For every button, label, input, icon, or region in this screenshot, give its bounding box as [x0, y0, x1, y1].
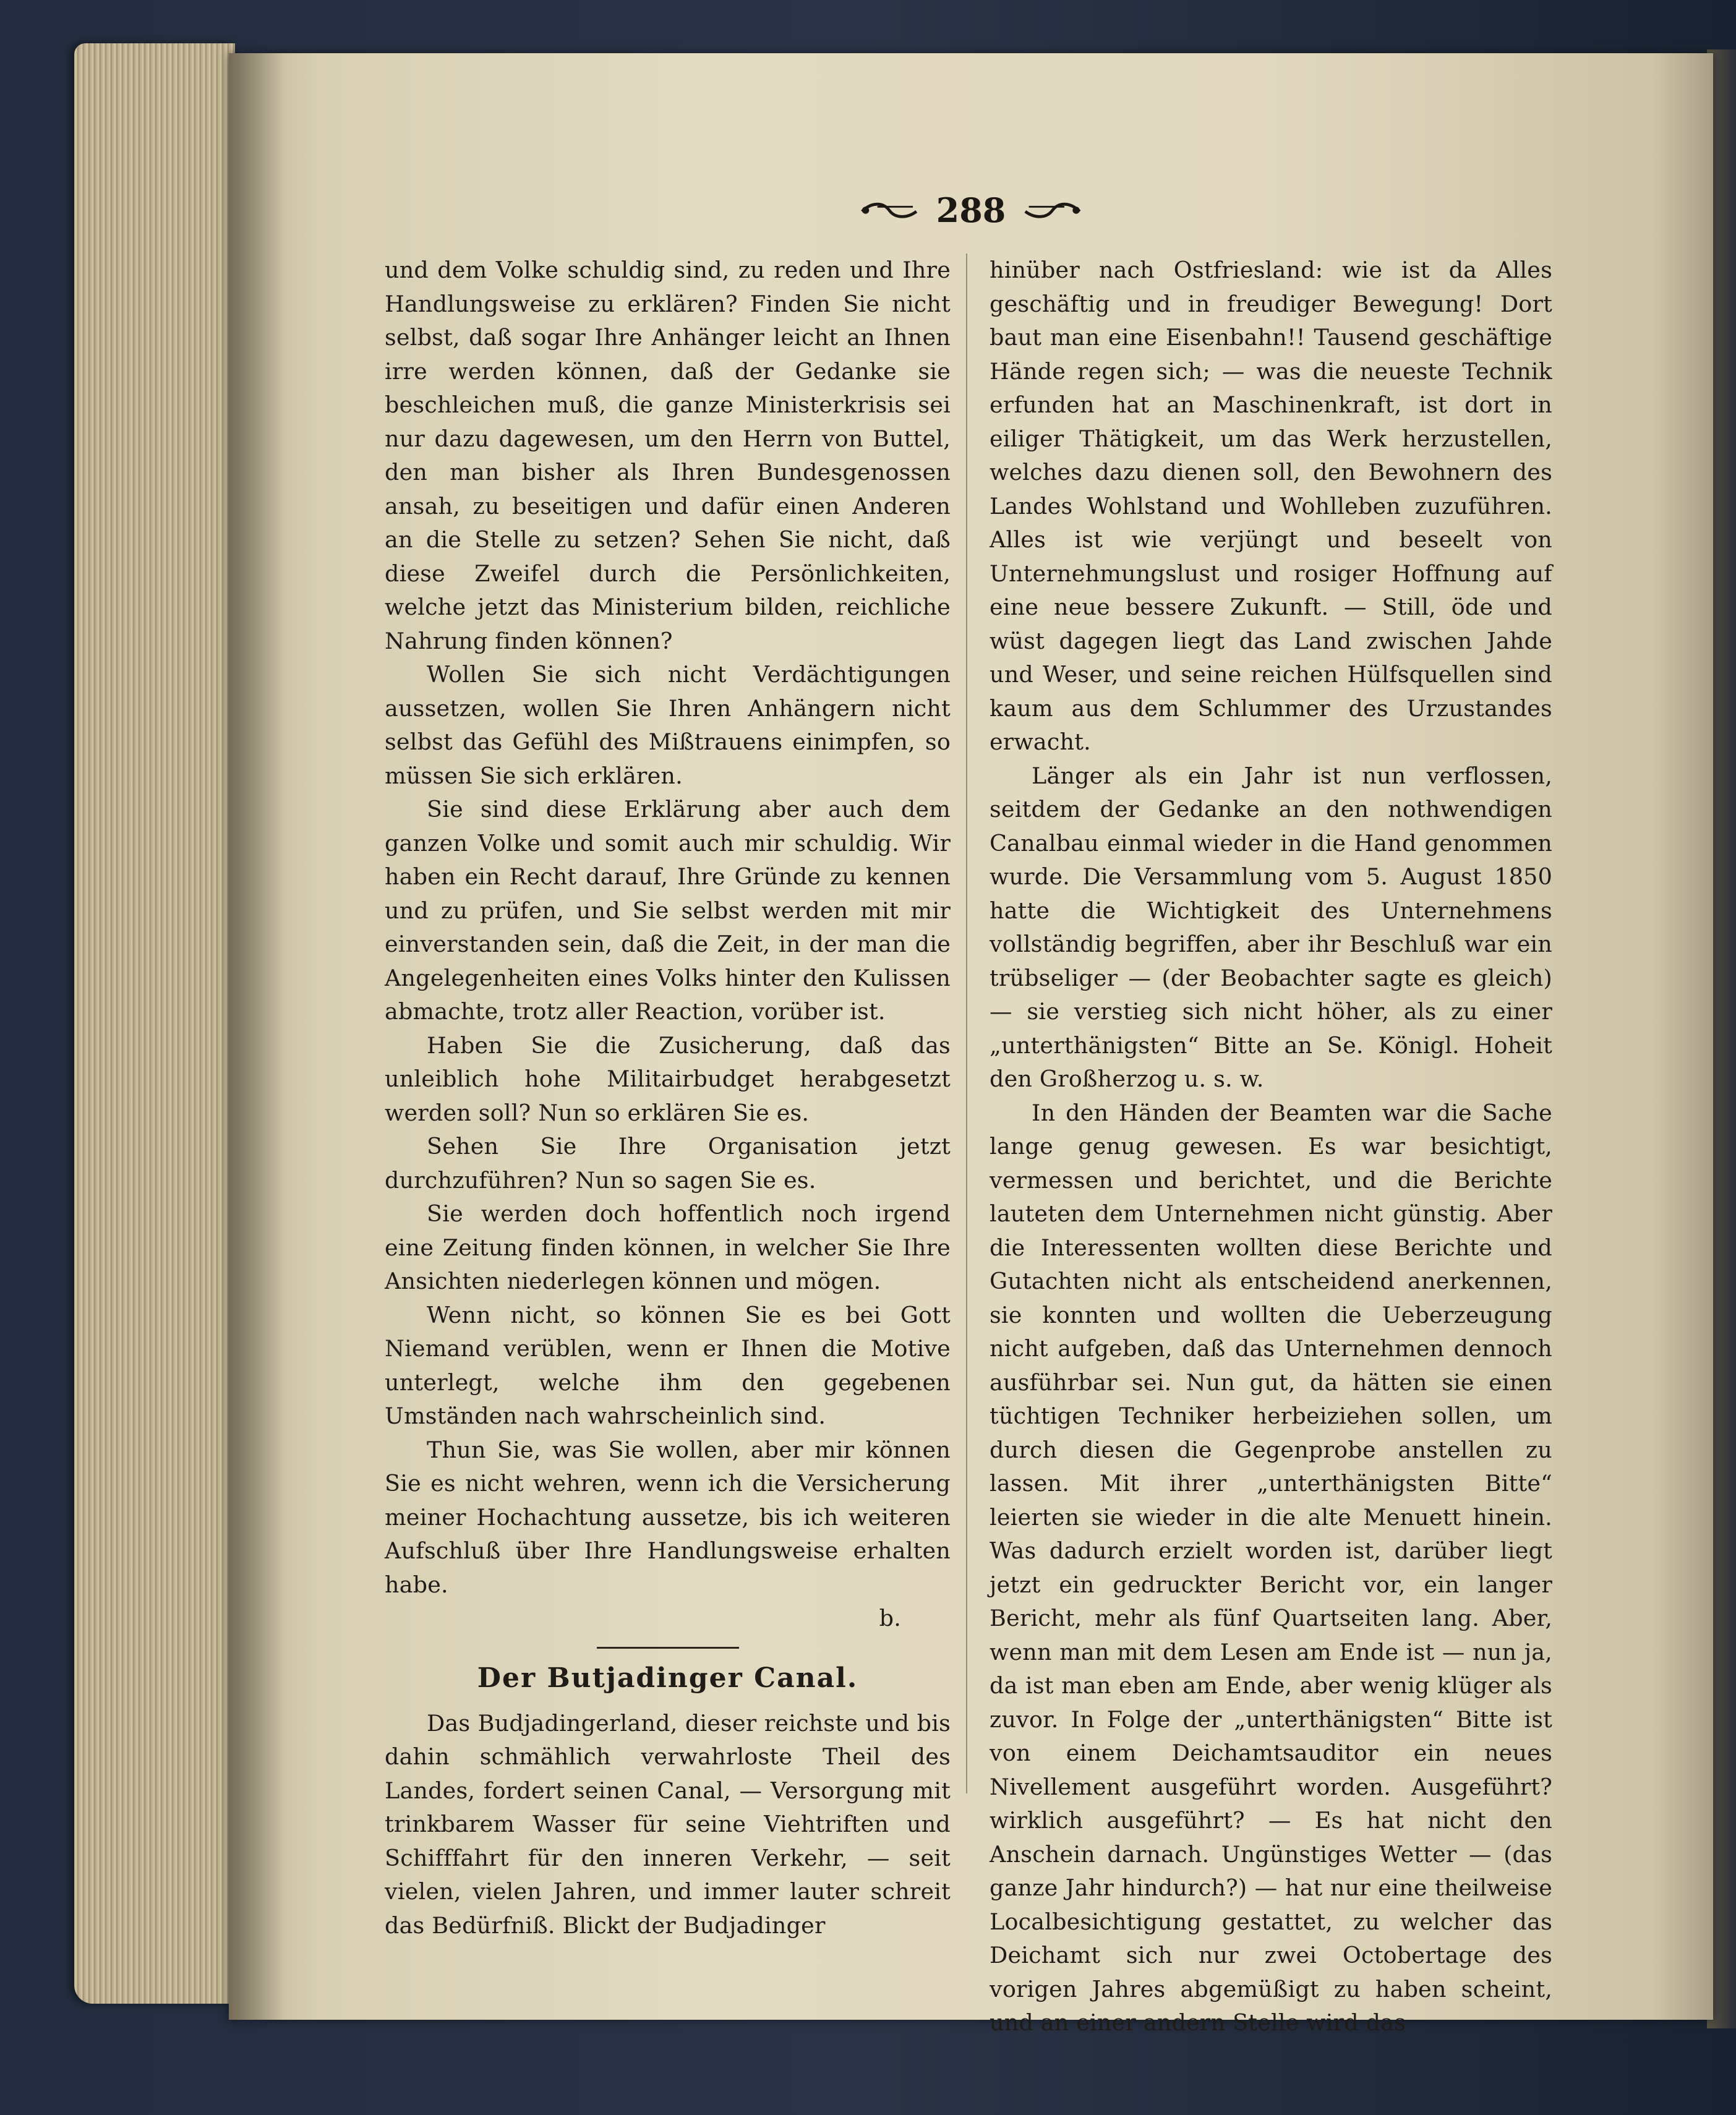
- paragraph: Wollen Sie sich nicht Verdächtigungen aussetzen, wollen Sie Ihren Anhängern nicht selbst das Gefühl des Mißtrauens einimpfen, so müssen Sie sich erklären.: [385, 661, 951, 789]
- paragraph: Wenn nicht, so können Sie es bei Gott Niemand verüblen, wenn er Ihnen die Motive unterlegt, welche ihm den gegebenen Umständen nach wahrscheinlich sind.: [385, 1301, 951, 1429]
- page-header: [860, 186, 1082, 235]
- paragraph: In den Händen der Beamten war die Sache lange genug gewesen. Es war besichtigt, vermessen und berichtet, und die Berichte lauteten dem Unternehmen nicht günstig. Aber die Interessenten wollten diese Berichte und Gutachten nicht als entscheidend anerkennen, sie konnten und wollten die Ueberzeugung nicht aufgeben, daß das Unternehmen dennoch ausführbar sei. Nun gut, da hätten sie einen tüchtigen Techniker herbeiziehen sollen, um durch diesen die Gegenprobe anstellen zu lassen. Mit ihrer „unterthänigsten Bitte“ leierten sie wieder in die alte Menuett hinein. Was dadurch erzielt worden ist, darüber liegt jetzt ein gedruckter Bericht vor, ein langer Bericht, mehr als fünf Quartseiten lang. Aber, wenn man mit dem Lesen am Ende ist — nun ja, da ist man eben am Ende, aber wenig klüger als zuvor. In Folge der „unterthänigsten“ Bitte ist von einem Deichamtsauditor ein neues Nivellement ausgeführt worden. Ausgeführt? wirklich ausgeführt? — Es hat nicht den Anschein darnach. Ungünstiges Wetter — (das ganze Jahr hindurch?) — hat nur eine theilweise Localbesichtigung gestattet, zu welcher das Deichamt sich nur zwei Octobertage des vorigen Jahres abgemüßigt zu haben scheint, und an einer andern Stelle wird das: [990, 1099, 1552, 2036]
- right-column: [990, 254, 1552, 2040]
- spine-shadow: [229, 53, 284, 2020]
- paragraph: Sie werden doch hoffentlich noch irgend eine Zeitung finden können, in welcher Sie Ihre Ansichten niederlegen können und mögen.: [385, 1200, 951, 1294]
- paragraph: Das Budjadingerland, dieser reichste und bis dahin schmählich verwahrloste Theil des Landes, fordert seinen Canal, — Versorgung mit trinkbarem Wasser für seine Viehtriften und Schifffahrt für den inneren Verkehr, — seit vielen, vielen Jahren, und immer lauter schreit das Bedürfniß. Blickt der Budjadinger: [385, 1709, 951, 1939]
- book-page-edges: [74, 43, 235, 2004]
- column-divider: [966, 254, 967, 1793]
- left-column: [385, 254, 951, 1942]
- paragraph: und dem Volke schuldig sind, zu reden und Ihre Handlungsweise zu erklären? Finden Sie nicht selbst, daß sogar Ihre Anhänger leicht an Ihnen irre werden können, daß der Gedanke sie beschleichen muß, die ganze Ministerkrisis sei nur dazu dagewesen, um den Herrn von Buttel, den man bisher als Ihren Bundesgenossen ansah, zu beseitigen und dafür einen Anderen an die Stelle zu setzen? Sehen Sie nicht, daß diese Zweifel durch die Persönlichkeiten, welche jetzt das Ministerium bilden, reichliche Nahrung finden können?: [385, 257, 951, 654]
- page-number: 288: [936, 190, 1006, 230]
- left-flourish-icon: [860, 198, 919, 223]
- section-divider: [597, 1647, 739, 1649]
- author-signature: b.: [879, 1605, 901, 1631]
- paragraph: Haben Sie die Zusicherung, daß das unleiblich hohe Militairbudget herabgesetzt werden soll? Nun so erklären Sie es.: [385, 1032, 951, 1126]
- paragraph: Sie sind diese Erklärung aber auch dem ganzen Volke und somit auch mir schuldig. Wir haben ein Recht darauf, Ihre Gründe zu kennen und zu prüfen, und Sie selbst werden mit mir einverstanden sein, daß die Zeit, in der man die Angelegenheiten eines Volks hinter den Kulissen abmachte, trotz aller Reaction, vorüber ist.: [385, 796, 951, 1025]
- paragraph: Thun Sie, was Sie wollen, aber mir können Sie es nicht wehren, wenn ich die Versicherung meiner Hochachtung aussetze, bis ich weiteren Aufschluß über Ihre Handlungsweise erhalten habe.: [385, 1436, 951, 1598]
- paragraph: Sehen Sie Ihre Organisation jetzt durchzuführen? Nun so sagen Sie es.: [385, 1133, 951, 1194]
- right-flourish-icon: [1023, 198, 1082, 223]
- paragraph: Länger als ein Jahr ist nun verflossen, seitdem der Gedanke an den nothwendigen Canalbau einmal wieder in die Hand genommen wurde. Die Versammlung vom 5. August 1850 hatte die Wichtigkeit des Unternehmens vollständig begriffen, aber ihr Beschluß war ein trübseliger — (der Beobachter sagte es gleich) — sie verstieg sich nicht höher, als zu einer „unterthänigsten“ Bitte an Se. Königl. Hoheit den Großherzog u. s. w.: [990, 762, 1552, 1092]
- paragraph: hinüber nach Ostfriesland: wie ist da Alles geschäftig und in freudiger Bewegung! Dort baut man eine Eisenbahn!! Tausend geschäftige Hände regen sich; — was die neueste Technik erfunden hat an Maschinenkraft, ist dort in eiliger Thätigkeit, um das Werk herzustellen, welches dazu dienen soll, den Bewohnern des Landes Wohlstand und Wohlleben zuzuführen. Alles ist wie verjüngt und beseelt von Unternehmungslust und rosiger Hoffnung auf eine neue bessere Zukunft. — Still, öde und wüst dagegen liegt das Land zwischen Jahde und Weser, und seine reichen Hülfsquellen sind kaum aus dem Schlummer des Urzustandes erwacht.: [990, 257, 1552, 755]
- section-title: Der Butjadinger Canal.: [477, 1662, 858, 1694]
